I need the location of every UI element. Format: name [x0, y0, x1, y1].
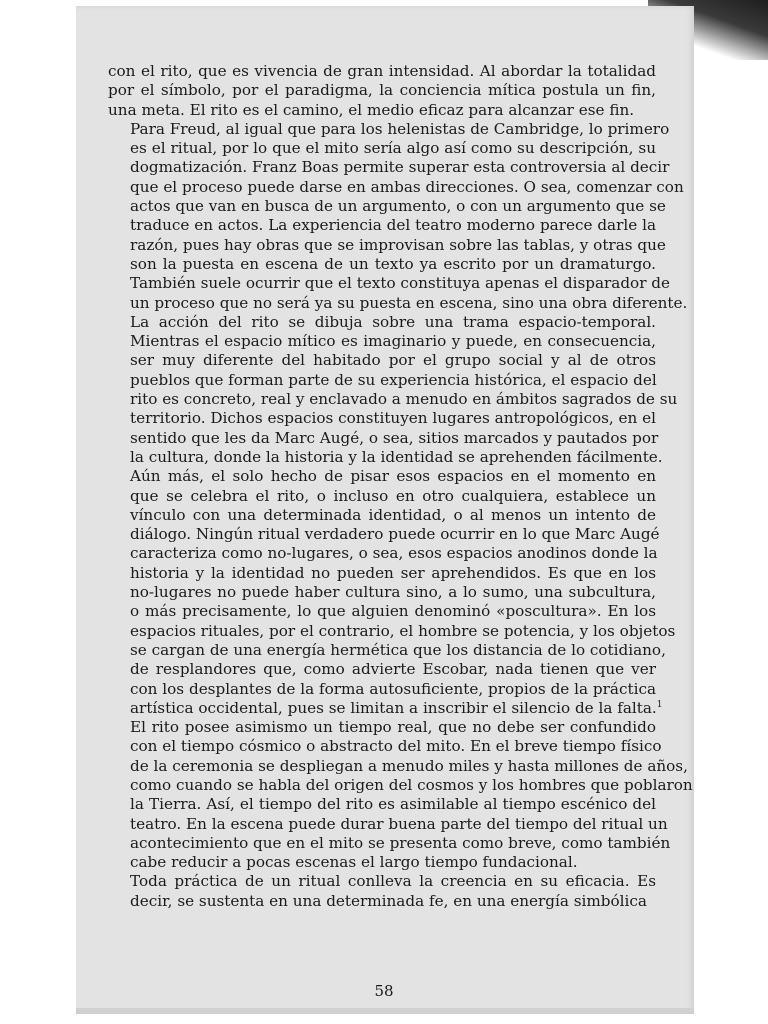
text-line: son la puesta en escena de un texto ya escrito por un dramaturgo.: [130, 254, 656, 273]
text-line: El rito posee asimismo un tiempo real, que no debe ser confundido: [130, 718, 656, 737]
page-number: 58: [374, 982, 394, 1000]
text-line: diálogo. Ningún ritual verdadero puede ocurrir en lo que Marc Augé: [130, 525, 660, 544]
text-line: artística occidental, pues se limitan a inscribir el silencio de la falta.$^1$: [130, 698, 663, 717]
text-line: Toda práctica de un ritual conlleva la creencia en su eficacia. Es: [130, 872, 656, 891]
text-line: que el proceso puede darse en ambas direcciones. O sea, comenzar con: [130, 177, 684, 196]
body-text: [108, 62, 693, 911]
text-line: como cuando se habla del origen del cosmos y los hombres que poblaron: [130, 775, 693, 794]
text-line: pueblos que forman parte de su experiencia histórica, el espacio del: [130, 370, 657, 389]
text-line: También suele ocurrir que el texto constituya apenas el disparador de: [130, 274, 670, 293]
paragraph: [108, 312, 678, 718]
text-line: sentido que les da Marc Augé, o sea, sitios marcados y pautados por: [130, 428, 659, 447]
text-line: Mientras el espacio mítico es imaginario y puede, en consecuencia,: [130, 332, 656, 351]
paragraph: [108, 718, 693, 872]
text-line: de resplandores que, como advierte Escobar, nada tienen que ver: [130, 660, 656, 679]
text-line: que se celebra el rito, o incluso en otro cualquiera, establece un: [130, 486, 656, 505]
text-line: razón, pues hay obras que se improvisan sobre las tablas, y otras que: [130, 235, 666, 254]
text-line: caracteriza como no-lugares, o sea, esos espacios anodinos donde la: [130, 544, 658, 563]
paragraph: [108, 872, 656, 911]
text-line: decir, se sustenta en una determinada fe, en una energía simbólica: [130, 891, 647, 910]
paragraph: [108, 119, 688, 313]
text-line: o más precisamente, lo que alguien denominó «poscultura». En los: [130, 602, 656, 621]
text-line: espacios rituales, por el contrario, el hombre se potencia, y los objetos: [130, 621, 676, 640]
page-bottom-edge: [76, 1008, 694, 1014]
text-line: no-lugares no puede haber cultura sino, a lo sumo, una subcultura,: [130, 583, 656, 602]
text-line: Para Freud, al igual que para los helenistas de Cambridge, lo primero: [130, 119, 670, 138]
text-line: territorio. Dichos espacios constituyen lugares antropológicos, en el: [130, 409, 657, 428]
text-line: es el ritual, por lo que el mito sería algo así como su descripción, su: [130, 139, 656, 158]
text-line: ser muy diferente del habitado por el grupo social y al de otros: [130, 351, 656, 370]
text-line: vínculo con una determinada identidad, o al menos un intento de: [130, 505, 656, 524]
text-line: teatro. En la escena puede durar buena parte del tiempo del ritual un: [130, 814, 668, 833]
text-line: rito es concreto, real y enclavado a menudo en ámbitos sagrados de su: [130, 390, 678, 409]
text-line: dogmatización. Franz Boas permite superar esta controversia al decir: [130, 158, 670, 177]
text-line: historia y la identidad no pueden ser aprehendidos. Es que en los: [130, 563, 656, 582]
text-line: una meta. El rito es el camino, el medio eficaz para alcanzar ese fin.: [108, 100, 635, 119]
text-line: con el rito, que es vivencia de gran intensidad. Al abordar la totalidad: [108, 62, 656, 80]
text-line: con el tiempo cósmico o abstracto del mito. En el breve tiempo físico: [130, 737, 662, 756]
text-line: por el símbolo, por el paradigma, la conciencia mítica postula un fin,: [108, 81, 656, 100]
text-line: acontecimiento que en el mito se presenta como breve, como también: [130, 833, 671, 852]
text-line: Aún más, el solo hecho de pisar esos espacios en el momento en: [130, 467, 656, 486]
text-line: la Tierra. Así, el tiempo del rito es asimilable al tiempo escénico del: [130, 795, 656, 814]
text-line: cabe reducir a pocas escenas el largo tiempo fundacional.: [130, 853, 578, 872]
text-line: la cultura, donde la historia y la identidad se aprehenden fácilmente.: [130, 447, 663, 466]
paragraph: [108, 62, 656, 120]
text-line: se cargan de una energía hermética que los distancia de lo cotidiano,: [130, 640, 666, 659]
text-line: con los desplantes de la forma autosuficiente, propios de la práctica: [130, 679, 656, 698]
footnote-marker: 1: [656, 699, 663, 710]
text-line: actos que van en busca de un argumento, o con un argumento que se: [130, 197, 666, 216]
text-line: La acción del rito se dibuja sobre una trama espacio-temporal.: [130, 312, 656, 331]
text-line: de la ceremonia se despliegan a menudo miles y hasta millones de años,: [130, 756, 688, 775]
text-line: un proceso que no será ya su puesta en escena, sino una obra diferente.: [130, 293, 688, 312]
text-line: traduce en actos. La experiencia del teatro moderno parece darle la: [130, 216, 656, 235]
